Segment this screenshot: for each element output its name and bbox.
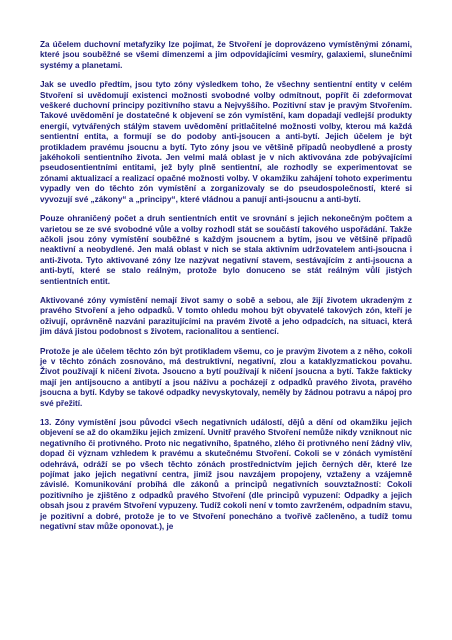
paragraph-activated-zones: Aktivované zóny vymístění nemají život samy o sobě a sebou, ale žijí životem ukradeným z pravého Stvoření a jeho odpadků. V tomto ohledu mohou být obyvatelé takových zón, kteří je oživují, oprávněně nazváni parazitujícími na pravém životě a jeho odpadcích, na situaci, která jim dává jistou podobnost s životem, racionalitou a sentiencí. bbox=[40, 295, 412, 337]
paragraph-point-13: 13. Zóny vymístění jsou původci všech negativních událostí, dějů a dění od okamžiku jejich objevení se až do okamžiku jejich zmizení. Uvnitř pravého Stvoření nemůže nikdy vzniknout nic negativního či protivného. Proto nic negativního, špatného, zlého či protivného není žádný vliv, dopad či význam vzhledem k pravému a skutečnému Stvoření. Cokoli se v zónách vymístění odehrává, odráží se po všech těchto zónách prostřednictvím jejich černých děr, které lze pojímat jako jejich negativní centra, jimiž jsou navzájem propojeny, vztaženy a vzájemně závislé. Komunikování probíhá dle zákonů a principů negativních souvztažností: Cokoli pozitivního je zjištěno z odpadků pravého Stvoření (dle principů vypuzení: Odpadky a jejich obsah jsou z pravém Stvoření vypuzeny. Tudíž cokoli není v tomto zavrženém, odpadním stavu, je pozitivní a dobré, protože je to ve Stvoření ponecháno a tvořivě začleněno, a tudíž tomu negativní stav může oponovat.), je bbox=[40, 418, 412, 532]
paragraph-destructive-nature: Protože je ale účelem těchto zón být protikladem všemu, co je pravým životem a z něho, cokoli je v těchto zónách zosnováno, má destruktivní, negativní, zlou a kataklyzmatickou povahu. Život používají k ničení života. Jsoucno a bytí používají k ničení jsoucna a bytí. Takže fakticky mají jen antijsoucno a antibytí a jsou náživu a pocházejí z odpadků pravého života, pravého jsoucna a bytí. Kdyby se takové odpadky nevyskytovaly, neměly by žádnou potravu a nápoj pro své přežití. bbox=[40, 346, 412, 408]
paragraph-zones-origin: Jak se uvedlo předtím, jsou tyto zóny výsledkem toho, že všechny sentientní entity v celém Stvoření si uvědomují existenci možnosti svobodné volby odmítnout, popřít či zdeformovat veškeré duchovní principy pozitivního stavu a Nejvyššího. Pozitivní stav je pravým Stvořením. Takové uvědomění je dostatečné k objevení se zón vymístění, kam dopadají vedlejší produkty energií, vytvářených stálým stavem uvědomění pritlačitelné možnosti volby, kterou má každá sentientní entita, a formují se do podoby anti-jsoucen a anti-bytí. Jejich účelem je být protikladem pravému jsoucnu a bytí. Tyto zóny jsou ve většině případů neobydlené a prosty jakéhokoli sentientního života. Jen velmi malá oblast je v nich aktivována zde pobývajícími pseudosentientními entitami, jež byly plně sentientní, ale rozhodly se experimentovat se zónami aktualizací a realizací opačné možnosti volby. V okamžiku zahájení tohoto experimentu vypadly ven do těchto zón vymístění a zorganizovaly se do pseudospolečností, které si vyvozují své „zákony“ a „principy“, které vládnou a panují anti-jsoucnu a anti-bytí. bbox=[40, 80, 412, 204]
paragraph-intro: Za účelem duchovní metafyziky lze pojímat, že Stvoření je doprovázeno vymístěnými zónami, které jsou souběžné se všemi dimenzemi a jim odpovídajícími vesmíry, galaxiemi, slunečními systémy a planetami. bbox=[40, 40, 412, 70]
paragraph-limited-entities: Pouze ohraničený počet a druh sentientních entit ve srovnání s jejich nekonečným počtem a varietou se ze své svobodné vůle a volby rozhodl stát se součástí takového uspořádání. Takže ačkoli jsou zóny vymístění souběžné s každým jsoucnem a bytím, jsou ve většině případů neaktivní a neobydlené. Jen malá oblast v nich se stala aktivním udržovatelem anti-jsoucna i anti-života. Tyto aktivované zóny lze nazývat negativní stavem, sestávajícím z anti-jsoucna a anti-bytí, které se stalo reálným, protože bylo donuceno se stát reálným vůlí jistých sentientních entit. bbox=[40, 214, 412, 286]
